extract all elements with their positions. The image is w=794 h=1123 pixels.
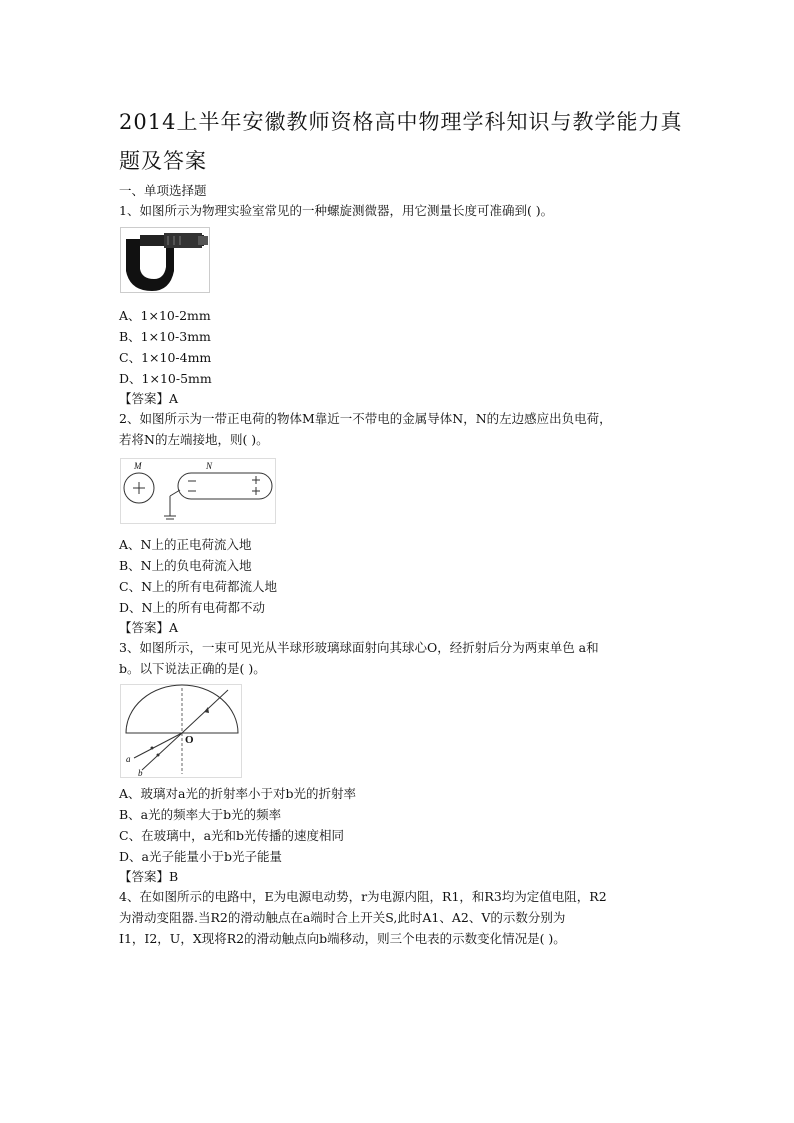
q2-stem-line1: 2、如图所示为一带正电荷的物体M靠近一不带电的金属导体N，N的左边感应出负电荷， [119,411,612,426]
q3-answer: 【答案】B [119,869,179,884]
fig-label-m: M [134,461,142,471]
page-title-line1: 2014上半年安徽教师资格高中物理学科知识与教学能力真 [119,110,683,134]
fig-label-o: O [185,734,194,746]
q3-option-a: A、玻璃对a光的折射率小于对b光的折射率 [119,786,356,801]
q3-stem-line2: b。以下说法正确的是( )。 [119,661,266,676]
q1-option-c: C、1×10-4mm [119,350,212,365]
q3-stem-line1: 3、如图所示，一束可见光从半球形玻璃球面射向其球心O，经折射后分为两束单色 a和 [119,640,599,655]
q2-stem-line2: 若将N的左端接地，则( )。 [119,432,269,447]
q1-option-a: A、1×10-2mm [119,308,211,323]
q1-stem: 1、如图所示为物理实验室常见的一种螺旋测微器，用它测量长度可准确到( )。 [119,203,554,218]
q2-option-b: B、N上的负电荷流入地 [119,558,252,573]
fig-label-n: N [206,461,213,471]
q4-stem-line2: 为滑动变阻器.当R2的滑动触点在a端时合上开关S,此时A1、A2、V的示数分别为 [119,910,566,925]
charged-conductor-figure [120,458,276,524]
q4-stem-line3: I1，I2，U，X现将R2的滑动触点向b端移动，则三个电表的示数变化情况是( )。 [119,931,566,946]
q1-option-d: D、1×10-5mm [119,371,212,386]
section-heading: 一、单项选择题 [119,183,207,198]
hemisphere-refraction-figure [120,684,242,778]
q3-option-b: B、a光的频率大于b光的频率 [119,807,282,822]
q2-option-c: C、N上的所有电荷都流人地 [119,579,278,594]
q1-option-b: B、1×10-3mm [119,329,211,344]
q3-option-d: D、a光子能量小于b光子能量 [119,849,282,864]
q1-answer: 【答案】A [119,391,179,406]
fig-label-a: a [126,754,131,764]
q3-option-c: C、在玻璃中，a光和b光传播的速度相同 [119,828,345,843]
q2-option-a: A、N上的正电荷流入地 [119,537,252,552]
q2-option-d: D、N上的所有电荷都不动 [119,600,265,615]
micrometer-figure [120,227,210,293]
fig-label-b: b [138,768,143,778]
q2-answer: 【答案】A [119,620,179,635]
page-title-line2: 题及答案 [119,149,207,173]
q4-stem-line1: 4、在如图所示的电路中，E为电源电动势，r为电源内阻，R1，和R3均为定值电阻，R2 [119,889,607,904]
